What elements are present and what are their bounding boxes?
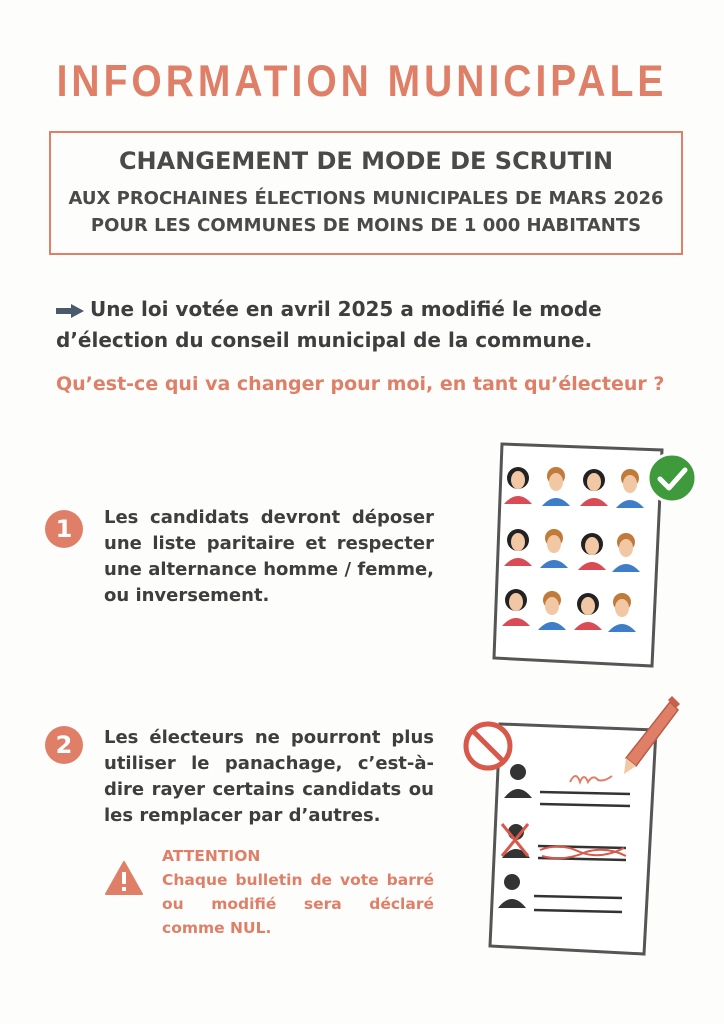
warning-icon xyxy=(104,860,144,896)
box-title: CHANGEMENT DE MODE DE SCRUTIN xyxy=(118,147,614,175)
question-heading: Qu’est-ce qui va changer pour moi, en tant qu’électeur ? xyxy=(56,373,665,395)
attention-label: ATTENTION xyxy=(162,847,261,865)
attention-text: Chaque bulletin de vote barré ou modifié sera déclaré comme NUL. xyxy=(162,871,434,937)
step-number-2: 2 xyxy=(45,726,83,764)
attention-block xyxy=(162,844,434,940)
intro-text: Une loi votée en avril 2025 a modifié le mode d’élection du conseil municipal de la commune. xyxy=(56,297,602,352)
box-subtitle-line-2: POUR LES COMMUNES DE MOINS DE 1 000 HABITANTS xyxy=(90,215,642,236)
check-icon xyxy=(648,454,696,502)
header-box xyxy=(49,131,683,255)
step-text-2: Les électeurs ne pourront plus utiliser le panachage, c’est-à-dire rayer certains candidats ou les remplacer par d’autres. xyxy=(104,727,434,826)
ballot-candidates-illustration xyxy=(490,440,702,672)
arrow-right-icon xyxy=(56,304,84,318)
no-sign-icon xyxy=(466,724,510,768)
ballot-modified-illustration xyxy=(460,696,682,960)
page-title: INFORMATION MUNICIPALE xyxy=(56,56,668,107)
step-number-1: 1 xyxy=(45,510,83,548)
step-text-1: Les candidats devront déposer une liste paritaire et respecter une alternance homme / femme, ou inversement. xyxy=(104,507,434,606)
box-subtitle-line-1: AUX PROCHAINES ÉLECTIONS MUNICIPALES DE MARS 2026 xyxy=(68,188,664,209)
intro-paragraph xyxy=(56,294,696,356)
